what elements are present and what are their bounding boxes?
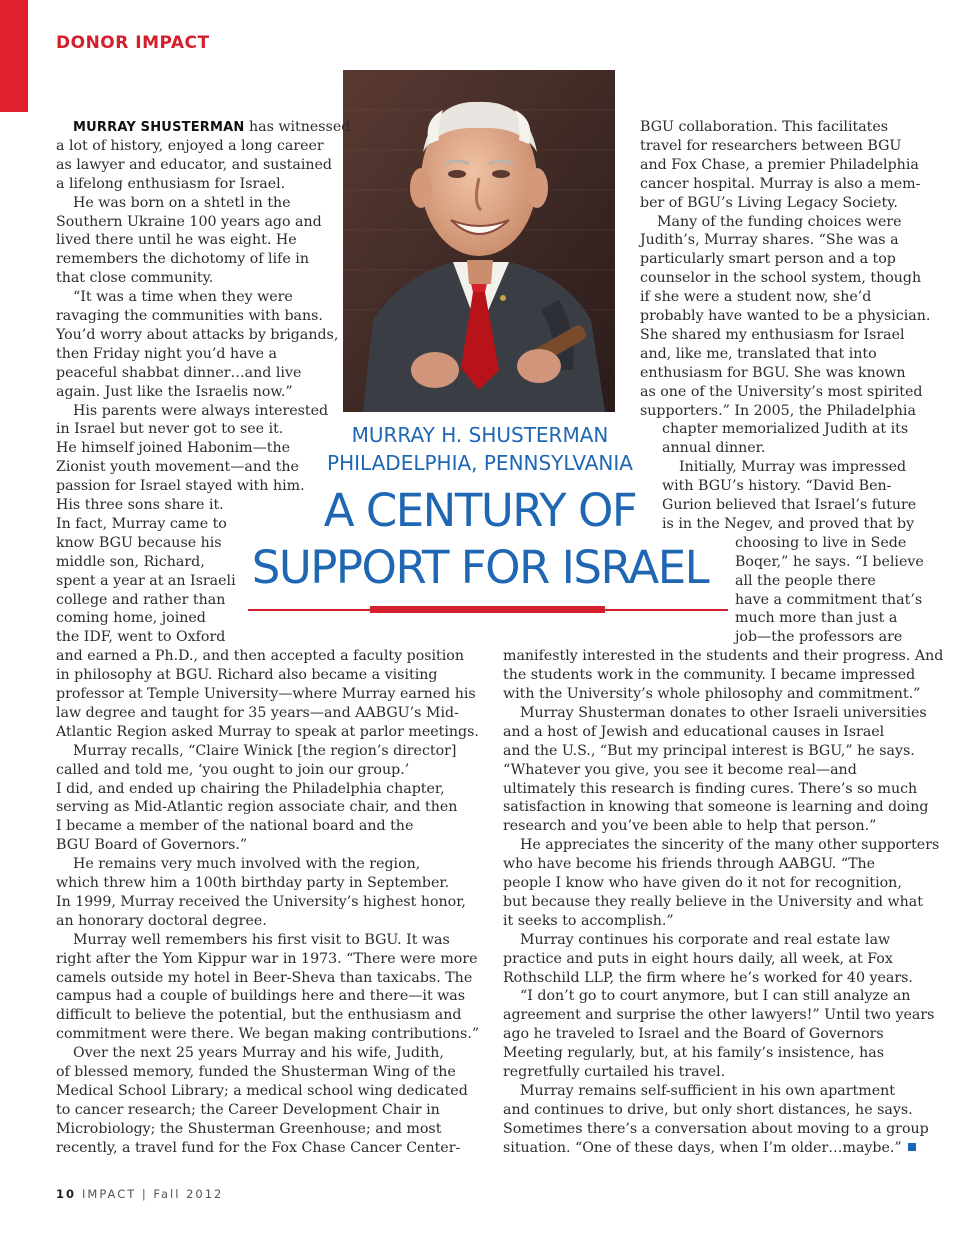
text-line: Murray remains self-sufficient in his own apartment bbox=[520, 1082, 895, 1099]
text-line: practice and puts in eight hours daily, all week, at Fox bbox=[503, 950, 893, 967]
text-line: His three sons share it. bbox=[56, 497, 224, 513]
text-line: choosing to live in Sede bbox=[735, 534, 907, 551]
text-line: He remains very much involved with the region, bbox=[73, 856, 421, 873]
text-line: which threw him a 100th birthday party in September. bbox=[56, 875, 450, 891]
text-line: I became a member of the national board and the bbox=[56, 818, 414, 835]
text-line: called and told me, ‘you ought to join our group.’ bbox=[56, 761, 410, 778]
text-line: college and rather than bbox=[56, 591, 226, 608]
text-line: MURRAY SHUSTERMAN has witnessed bbox=[73, 119, 351, 135]
text-line: spent a year at an Israeli bbox=[56, 572, 236, 589]
text-line: Boqer,” he says. “I believe bbox=[735, 553, 924, 570]
text-line: law degree and taught for 35 years—and AABGU’s Mid- bbox=[56, 704, 459, 721]
text-line: Murray continues his corporate and real estate law bbox=[520, 931, 891, 948]
text-line: “I don’t go to court anymore, but I can still analyze an bbox=[520, 988, 911, 1005]
text-line: annual dinner. bbox=[662, 440, 766, 457]
publication-info: IMPACT | Fall 2012 bbox=[82, 1187, 224, 1201]
text-line: an honorary doctoral degree. bbox=[56, 912, 267, 929]
subject-caption bbox=[300, 421, 660, 477]
text-line: BGU Board of Governors.” bbox=[56, 837, 248, 854]
text-line: people I know who have given do it not for recognition, bbox=[503, 875, 902, 891]
text-line: with the University’s whole philosophy and commitment.” bbox=[503, 686, 921, 702]
end-of-article-mark bbox=[908, 1143, 916, 1151]
text-line: Murray well remembers his first visit to BGU. It was bbox=[73, 931, 450, 948]
text-line: and, like me, translated that into bbox=[640, 345, 877, 362]
text-line: but because they really believe in the University and what bbox=[503, 893, 923, 910]
text-line: manifestly interested in the students and their progress. And bbox=[503, 648, 944, 665]
text-line: as one of the University’s most spirited bbox=[640, 383, 923, 400]
text-line: ultimately this research is finding cures. There’s so much bbox=[503, 780, 918, 797]
text-line: coming home, joined bbox=[56, 610, 206, 627]
lead-name: MURRAY SHUSTERMAN bbox=[73, 120, 245, 135]
text-line: remembers the dichotomy of life in bbox=[56, 251, 309, 268]
text-line: recently, a travel fund for the Fox Chase Cancer Center- bbox=[56, 1139, 461, 1156]
text-line: in Israel but never got to see it. bbox=[56, 421, 284, 438]
text-line: passion for Israel stayed with him. bbox=[56, 478, 305, 495]
text-line: satisfaction in knowing that someone is learning and doing bbox=[503, 799, 929, 816]
text-line: Zionist youth movement—and the bbox=[56, 459, 299, 476]
text-line: camels outside my hotel in Beer-Sheva than taxicabs. The bbox=[56, 969, 473, 986]
text-line: much more than just a bbox=[735, 610, 898, 627]
text-line: and Fox Chase, a premier Philadelphia bbox=[640, 156, 919, 173]
text-line: Sometimes there’s a conversation about moving to a group bbox=[503, 1120, 929, 1137]
text-line: ago he traveled to Israel and the Board of Governors bbox=[503, 1026, 884, 1043]
text-line: a lot of history, enjoyed a long career bbox=[56, 137, 324, 154]
text-line: situation. “One of these days, when I’m older…maybe.” bbox=[503, 1139, 916, 1158]
text-line: of blessed memory, funded the Shusterman Wing of the bbox=[56, 1064, 456, 1080]
text-line: “It was a time when they were bbox=[73, 289, 293, 306]
text-line: a lifelong enthusiasm for Israel. bbox=[56, 175, 286, 192]
text-line: that close community. bbox=[56, 270, 214, 287]
text-line: campus had a couple of buildings here and there—it was bbox=[56, 988, 466, 1005]
text-line: right after the Yom Kippur war in 1973. “There were more bbox=[56, 950, 478, 967]
text-line: BGU collaboration. This facilitates bbox=[640, 119, 889, 135]
text-line: Judith’s, Murray shares. “She was a bbox=[640, 232, 899, 249]
text-line: professor at Temple University—where Murray earned his bbox=[56, 686, 476, 702]
text-line: in philosophy at BGU. Richard also became a visiting bbox=[56, 667, 438, 684]
text-line: counselor in the school system, though bbox=[640, 270, 922, 287]
page-footer bbox=[56, 1187, 223, 1201]
headline bbox=[230, 482, 730, 596]
text-line: if she were a student now, she’d bbox=[640, 289, 872, 306]
text-line: who have become his friends through AABGU. “The bbox=[503, 856, 876, 873]
text-line: regretfully curtailed his travel. bbox=[503, 1064, 726, 1080]
text-line: supporters.” In 2005, the Philadelphia bbox=[640, 402, 916, 419]
text-line: In fact, Murray came to bbox=[56, 515, 227, 532]
text-line: serving as Mid-Atlantic region associate chair, and then bbox=[56, 799, 458, 816]
text-line: agreement and surprise the other lawyers!” Until two years bbox=[503, 1007, 935, 1024]
section-label: DONOR IMPACT bbox=[56, 33, 210, 53]
text-line: He himself joined Habonim—the bbox=[56, 440, 290, 457]
text-line: He was born on a shtetl in the bbox=[73, 194, 291, 211]
text-line: “Whatever you give, you see it become real—and bbox=[503, 761, 857, 778]
text-line: particularly smart person and a top bbox=[640, 251, 896, 268]
text-line: and earned a Ph.D., and then accepted a faculty position bbox=[56, 648, 464, 665]
text-line: and a host of Jewish and educational causes in Israel bbox=[503, 723, 885, 740]
subject-name: MURRAY H. SHUSTERMAN bbox=[351, 423, 609, 447]
text-line: Atlantic Region asked Murray to speak at parlor meetings. bbox=[56, 723, 479, 740]
text-line: He appreciates the sincerity of the many other supporters bbox=[520, 837, 940, 854]
text-line: research and you’ve been able to help that person.” bbox=[503, 818, 877, 835]
text-line: again. Just like the Israelis now.” bbox=[56, 383, 293, 400]
text-line: have a commitment that’s bbox=[735, 591, 923, 608]
text-line: all the people there bbox=[735, 572, 876, 589]
portrait-photo bbox=[343, 70, 615, 412]
text-line: and continues to drive, but only short distances, he says. bbox=[503, 1101, 913, 1118]
text-line: and the U.S., “But my principal interest is BGU,” he says. bbox=[503, 742, 915, 759]
text-line: chapter memorialized Judith at its bbox=[662, 421, 909, 438]
page-number: 10 bbox=[56, 1187, 77, 1201]
text-line: it seeks to accomplish.” bbox=[503, 912, 674, 929]
text-line: with BGU’s history. “David Ben- bbox=[662, 478, 892, 495]
text-line: Rothschild LLP, the firm where he’s worked for 40 years. bbox=[503, 969, 913, 986]
text-line: the students work in the community. I became impressed bbox=[503, 667, 916, 684]
text-line: is in the Negev, and proved that by bbox=[662, 515, 915, 532]
text-line: Meeting regularly, but, at his family’s insistence, has bbox=[503, 1045, 885, 1062]
text-line: Many of the funding choices were bbox=[657, 213, 902, 230]
text-line: the IDF, went to Oxford bbox=[56, 629, 226, 646]
text-line: Medical School Library; a medical school wing dedicated bbox=[56, 1082, 468, 1099]
text-line: as lawyer and educator, and sustained bbox=[56, 156, 332, 173]
text-line: Microbiology; the Shusterman Greenhouse; and most bbox=[56, 1120, 442, 1137]
text-line: Southern Ukraine 100 years ago and bbox=[56, 213, 322, 230]
subject-location: PHILADELPHIA, PENNSYLVANIA bbox=[327, 451, 633, 475]
text-line: peaceful shabbat dinner…and live bbox=[56, 364, 302, 381]
text-line: cancer hospital. Murray is also a mem- bbox=[640, 175, 921, 192]
text-line: middle son, Richard, bbox=[56, 553, 205, 570]
text-line: You’d worry about attacks by brigands, bbox=[56, 326, 339, 343]
text-line: She shared my enthusiasm for Israel bbox=[640, 326, 905, 343]
text-line: probably have wanted to be a physician. bbox=[640, 308, 931, 324]
text-line: difficult to believe the potential, but the enthusiasm and bbox=[56, 1007, 462, 1024]
headline-line-2: SUPPORT FOR ISRAEL bbox=[251, 541, 709, 594]
text-line: commitment were there. We began making contributions.” bbox=[56, 1026, 480, 1043]
text-line: Over the next 25 years Murray and his wife, Judith, bbox=[73, 1045, 444, 1062]
text-line: Murray Shusterman donates to other Israeli universities bbox=[520, 704, 927, 721]
text-line: then Friday night you’d have a bbox=[56, 345, 277, 362]
section-color-tab bbox=[0, 0, 28, 112]
text-line: ber of BGU’s Living Legacy Society. bbox=[640, 194, 898, 211]
text-line: to cancer research; the Career Development Chair in bbox=[56, 1101, 440, 1118]
text-line: know BGU because his bbox=[56, 534, 222, 551]
text-line: job—the professors are bbox=[735, 629, 903, 646]
headline-rule-accent bbox=[370, 606, 605, 613]
text-line: I did, and ended up chairing the Philadelphia chapter, bbox=[56, 780, 445, 797]
text-line: Initially, Murray was impressed bbox=[679, 459, 907, 476]
headline-line-1: A CENTURY OF bbox=[323, 484, 637, 537]
text-line: travel for researchers between BGU bbox=[640, 137, 902, 154]
text-line: lived there until he was eight. He bbox=[56, 232, 297, 249]
text-line: ravaging the communities with bans. bbox=[56, 308, 323, 324]
text-line: Gurion believed that Israel’s future bbox=[662, 497, 917, 513]
text-line: In 1999, Murray received the University’s highest honor, bbox=[56, 893, 466, 910]
text-line: Murray recalls, “Claire Winick [the region’s director] bbox=[73, 742, 457, 759]
text-line: His parents were always interested bbox=[73, 402, 329, 419]
text-line: enthusiasm for BGU. She was known bbox=[640, 364, 906, 381]
